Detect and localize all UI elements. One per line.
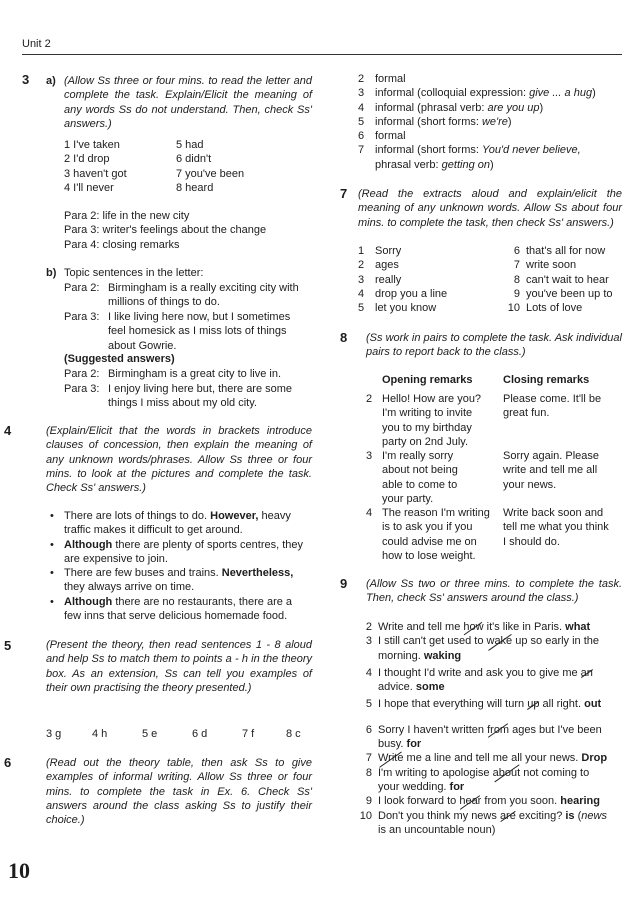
answer-number: 3 — [365, 635, 372, 648]
bullet-text: There are lots of things to do. — [64, 510, 211, 522]
text-line: is to ask you if you — [382, 521, 473, 534]
ex9-answer-list — [358, 620, 622, 837]
answer-number: 7 — [513, 259, 520, 272]
answer-number: 5 — [365, 698, 372, 711]
ex5-answer-4: 4 h — [92, 728, 108, 740]
answer-number: 1 — [358, 245, 365, 257]
bullet-icon: • — [50, 538, 54, 551]
answer-text: morning. — [378, 649, 424, 662]
answer-text: not coming to — [520, 766, 590, 779]
answer-example: we're — [481, 115, 508, 128]
bullet-icon: • — [50, 510, 54, 522]
answer-number: 6 — [513, 245, 520, 257]
text-line: your news. — [503, 478, 557, 491]
bullet-keyword: Although — [64, 595, 113, 608]
closing-remark — [503, 392, 628, 421]
answer-item: 3 haven't got — [64, 167, 127, 180]
answer-item — [358, 301, 447, 315]
para-item: Para 4: closing remarks — [64, 238, 180, 251]
answer-item — [358, 794, 622, 808]
answer-text: informal (phrasal verb: — [375, 101, 488, 114]
opening-remark — [382, 449, 502, 506]
crossed-out-word: hear — [459, 795, 482, 808]
answer-item — [498, 301, 613, 315]
answer-item — [498, 273, 613, 287]
answer-text: let you know — [375, 302, 437, 315]
answer-text: informal (colloquial expression: — [375, 87, 530, 100]
unit-header: Unit 2 — [22, 38, 51, 50]
bullet-item — [46, 538, 312, 567]
answer-text: Lots of love — [526, 302, 583, 315]
answer-item — [358, 287, 447, 301]
answer-text: you've been up to — [526, 287, 613, 300]
correction: is — [565, 809, 575, 822]
answer-item — [358, 129, 620, 143]
para-item: Para 3: writer's feelings about the change — [64, 224, 267, 237]
answer-item — [358, 723, 622, 752]
ex5-instructions: (Present the theory, then read sentences 1 - 8 aloud and help Ss to match them to points a - h in the theory box. As an extension, Ss can tell you examples of their own practising the theory presented.) — [46, 639, 312, 694]
answer-item — [358, 258, 447, 272]
ex9-instructions: (Allow Ss two or three mins. to complete the task. Then, check Ss' answers around the class.) — [366, 578, 622, 605]
answer-text: informal (short forms: — [375, 115, 482, 128]
answer-item — [498, 244, 613, 258]
answer-text: that's all for now — [526, 245, 606, 257]
crossed-out-word: how — [463, 621, 484, 633]
exercise-9-number: 9 — [340, 576, 348, 591]
answer-text: busy. — [378, 738, 407, 751]
ex3-b-para3-label: Para 3: — [64, 311, 100, 323]
text-line: write and tell me all — [503, 464, 598, 477]
ex3-suggested-para2-text: Birmingham is a great city to live in. — [108, 368, 282, 380]
answer-text: I look forward to — [378, 795, 460, 808]
ex7-instructions: (Read the extracts aloud and explain/elicit the meaning of any unknown words. Allow Ss about four mins. to complete the task, then check Ss' answers.) — [358, 188, 622, 229]
ex5-answer-6: 6 d — [192, 728, 208, 740]
bullet-icon: • — [50, 567, 54, 580]
ex3-suggested-para3-label: Para 3: — [64, 383, 100, 395]
bullet-item — [46, 595, 312, 624]
ex3-a-label: a) — [46, 75, 56, 87]
correction: hearing — [560, 795, 600, 808]
text-line: could advise me on — [382, 535, 477, 548]
answer-text: Don't you think my news — [378, 809, 500, 822]
ex3-answers-right — [176, 138, 244, 195]
ex5-answer-8: 8 c — [286, 728, 301, 740]
crossed-out-word: are — [499, 809, 516, 822]
answer-text: ) — [507, 115, 512, 128]
answer-text: ( — [574, 809, 582, 822]
answer-number: 4 — [358, 101, 365, 114]
answer-item — [358, 86, 620, 100]
bullet-text: heavy traffic makes it difficult to get around. — [64, 510, 291, 537]
ex3-answers-left — [64, 138, 127, 195]
ex3-b-para2-text: Birmingham is a really exciting city with millions of things to do. — [108, 282, 299, 309]
text-line: party on 2nd July. — [382, 435, 469, 448]
answer-item — [358, 72, 620, 86]
text-line: The reason I'm writing — [382, 507, 490, 519]
closing-remark — [503, 449, 628, 492]
page-number: 10 — [8, 858, 30, 883]
answer-text: ages — [375, 259, 399, 272]
exercise-8-number: 8 — [340, 330, 348, 345]
answer-text: is an uncountable noun) — [378, 823, 496, 836]
answer-item — [358, 766, 622, 795]
answer-number: 6 — [358, 130, 365, 143]
answer-item: 8 heard — [176, 181, 214, 194]
answer-text: Sorry I haven't written — [378, 723, 488, 736]
row-number: 2 — [366, 393, 373, 405]
answer-text: I'm writing to apologise — [378, 766, 493, 779]
answer-text: Write and tell me — [378, 621, 464, 633]
answer-text: it's like in Paris. — [483, 621, 566, 633]
text-line: you to my birthday — [382, 421, 472, 434]
ex5-answer-7: 7 f — [242, 728, 255, 740]
answer-number: 3 — [358, 273, 365, 286]
ex3-suggested-heading: (Suggested answers) — [64, 353, 175, 365]
answer-item — [358, 809, 622, 838]
ex3-b-intro: Topic sentences in the letter: — [64, 267, 204, 279]
answer-item — [358, 273, 447, 287]
answer-example: are you up — [487, 101, 540, 114]
answer-text: phrasal verb: — [375, 158, 442, 171]
crossed-out-word: up — [527, 698, 540, 711]
answer-item — [498, 258, 613, 272]
answer-item: 1 I've taken — [64, 139, 120, 151]
answer-text: all right. — [539, 698, 585, 711]
exercise-5-number: 5 — [4, 638, 12, 653]
opening-remark — [382, 506, 506, 563]
answer-number: 4 — [365, 666, 372, 679]
answer-item-continued — [358, 158, 620, 172]
ex4-instructions: (Explain/Elicit that the words in brackets introduce clauses of concession, then explain the meaning of any unknown words/phrases. Allow Ss three or four mins. to look at the pictures and complete the task. Check Ss' answers.) — [46, 425, 312, 495]
answer-text: formal — [375, 73, 406, 85]
answer-text: up so early in the — [512, 635, 600, 648]
bullet-text: There are few buses and trains. — [64, 567, 222, 580]
crossed-out-word: wake — [486, 635, 513, 648]
ex8-instructions: (Ss work in pairs to complete the task. Ask individual pairs to report back to the class.) — [366, 332, 622, 359]
crossed-out-word: Write — [378, 752, 404, 765]
header-rule — [22, 54, 622, 55]
correction: some — [415, 681, 445, 694]
closing-remark — [503, 506, 628, 549]
bullet-text: they always arrive on time. — [64, 581, 195, 594]
answer-text: ) — [489, 158, 494, 171]
opening-remark — [382, 392, 502, 449]
correction: for — [406, 738, 422, 751]
answer-number: 8 — [513, 273, 520, 286]
exercise-4-number: 4 — [4, 423, 12, 438]
answer-number: 8 — [365, 766, 372, 779]
answer-number: 2 — [358, 73, 365, 85]
bullet-item — [46, 566, 312, 595]
answer-number: 7 — [358, 144, 365, 157]
answer-text: your wedding. — [378, 780, 450, 793]
para-item: Para 2: life in the new city — [64, 210, 190, 222]
text-line: Write back soon and — [503, 507, 604, 519]
answer-number: 10 — [507, 302, 520, 315]
answer-text: advice. — [378, 681, 416, 694]
answer-example: You'd never believe, — [481, 144, 581, 157]
ex3-b-label: b) — [46, 267, 57, 279]
ex4-answer-list — [46, 509, 312, 623]
answer-text: really — [375, 273, 402, 286]
text-line: I'm writing to invite — [382, 407, 473, 420]
bullet-keyword: However, — [210, 510, 259, 522]
text-line: Hello! How are you? — [382, 393, 482, 405]
correction: for — [449, 780, 465, 793]
ex5-answer-3: 3 g — [46, 728, 62, 740]
answer-text: I hope that everything will turn — [378, 698, 528, 711]
answer-number: 10 — [359, 809, 372, 822]
answer-item — [498, 287, 613, 301]
answer-text: I thought I'd write and ask you to give me — [378, 666, 581, 679]
correction: what — [565, 621, 591, 633]
answer-example: give ... a hug — [529, 87, 593, 100]
answer-text: ) — [539, 101, 544, 114]
answer-item — [358, 620, 622, 634]
answer-item — [358, 697, 622, 711]
answer-item: 2 I'd drop — [64, 153, 110, 166]
text-line: able to come to — [382, 478, 458, 491]
answer-item: 7 you've been — [176, 167, 245, 180]
exercise-3-number: 3 — [22, 72, 30, 87]
answer-number: 5 — [358, 115, 365, 128]
ex8-col-header-closing: Closing remarks — [503, 374, 590, 386]
bullet-keyword: Although — [64, 538, 113, 551]
ex5-answer-5: 5 e — [142, 728, 158, 740]
answer-item — [358, 666, 622, 695]
ex3-b-para2-label: Para 2: — [64, 282, 100, 294]
answer-text: ) — [592, 87, 596, 100]
bullet-keyword: Nevertheless, — [221, 567, 294, 580]
answer-number: 4 — [358, 287, 365, 300]
answer-number: 9 — [513, 287, 520, 300]
answer-item: 4 I'll never — [64, 181, 114, 194]
ex3-suggested-para3-text: I enjoy living here but, there are some things I miss about my old city. — [108, 383, 293, 410]
bullet-text: there are plenty of sports centres, they are expensive to join. — [64, 538, 304, 565]
answer-number: 2 — [358, 259, 365, 272]
answer-text: I still can't get used to — [378, 635, 487, 648]
answer-number: 3 — [358, 87, 365, 100]
answer-number: 5 — [358, 302, 365, 315]
exercise-7-number: 7 — [340, 186, 348, 201]
ex6-instructions: (Read out the theory table, then ask Ss to give examples of informal writing. Allow Ss three or four mins. to complete the task in Ex. 6. Check Ss' answers around the class asking Ss to justify their choice.) — [46, 757, 312, 827]
answer-text: drop you a line — [375, 287, 448, 300]
row-number: 3 — [366, 450, 373, 462]
text-line: I should do. — [503, 535, 560, 548]
answer-number: 9 — [365, 795, 372, 808]
ex7-answers-left — [358, 244, 447, 315]
row-number: 4 — [366, 507, 373, 519]
text-line: I'm really sorry — [382, 450, 454, 462]
ex8-col-header-opening: Opening remarks — [382, 374, 473, 386]
crossed-out-word: an — [580, 666, 593, 679]
answer-text: exciting? — [515, 809, 566, 822]
answer-item — [358, 634, 622, 663]
crossed-out-word: about — [492, 766, 521, 779]
bullet-text: there are no restaurants, there are a few inns that serve delicious homemade food. — [64, 595, 293, 623]
ex3-paragraphs — [64, 209, 266, 252]
text-line: how to lose weight. — [382, 549, 476, 562]
exercise-6-number: 6 — [4, 755, 12, 770]
bullet-item — [46, 509, 312, 538]
answer-number: 2 — [365, 621, 372, 633]
ex3-b-para3-text: I like living here now, but I sometimes feel homesick as I miss lots of things about Gowrie. — [108, 311, 291, 352]
answer-item — [358, 244, 447, 258]
answer-text: can't wait to hear — [526, 273, 609, 286]
text-line: about not being — [382, 464, 458, 477]
answer-text: Sorry — [375, 245, 402, 257]
ex7-answers-right — [498, 244, 613, 315]
text-line: great fun. — [503, 407, 550, 420]
correction: Drop — [581, 752, 608, 765]
text-line: Please come. It'll be — [503, 393, 602, 405]
answer-item — [358, 751, 622, 765]
answer-text: formal — [375, 130, 406, 143]
answer-text: me a line and tell me all your news. — [403, 752, 582, 765]
answer-item — [358, 115, 620, 129]
ex3-a-instructions: (Allow Ss three or four mins. to read the letter and complete the task. Explain/Elicit the meaning of any words Ss do not understand. Then, check Ss' answers.) — [64, 75, 312, 130]
answer-item: 5 had — [176, 139, 204, 151]
answer-text: from you soon. — [481, 795, 561, 808]
answer-text: informal (short forms: — [375, 144, 482, 157]
text-line: tell me what you think — [503, 521, 609, 534]
text-line: your party. — [382, 492, 434, 505]
answer-number: 7 — [365, 752, 372, 765]
answer-example: news — [581, 809, 607, 822]
text-line: Sorry again. Please — [503, 450, 599, 462]
correction: waking — [423, 649, 462, 662]
answer-item — [358, 143, 620, 157]
answer-text: ages but I've been — [509, 723, 602, 736]
ex6-answer-list — [358, 72, 620, 172]
correction: out — [584, 698, 602, 711]
answer-item: 6 didn't — [176, 153, 212, 166]
crossed-out-word: from — [487, 723, 510, 736]
ex3-suggested-para2-label: Para 2: — [64, 368, 100, 380]
answer-number: 6 — [365, 723, 372, 736]
bullet-icon: • — [50, 595, 54, 608]
answer-example: getting on — [441, 158, 490, 171]
answer-text: write soon — [526, 259, 577, 272]
answer-item — [358, 101, 620, 115]
